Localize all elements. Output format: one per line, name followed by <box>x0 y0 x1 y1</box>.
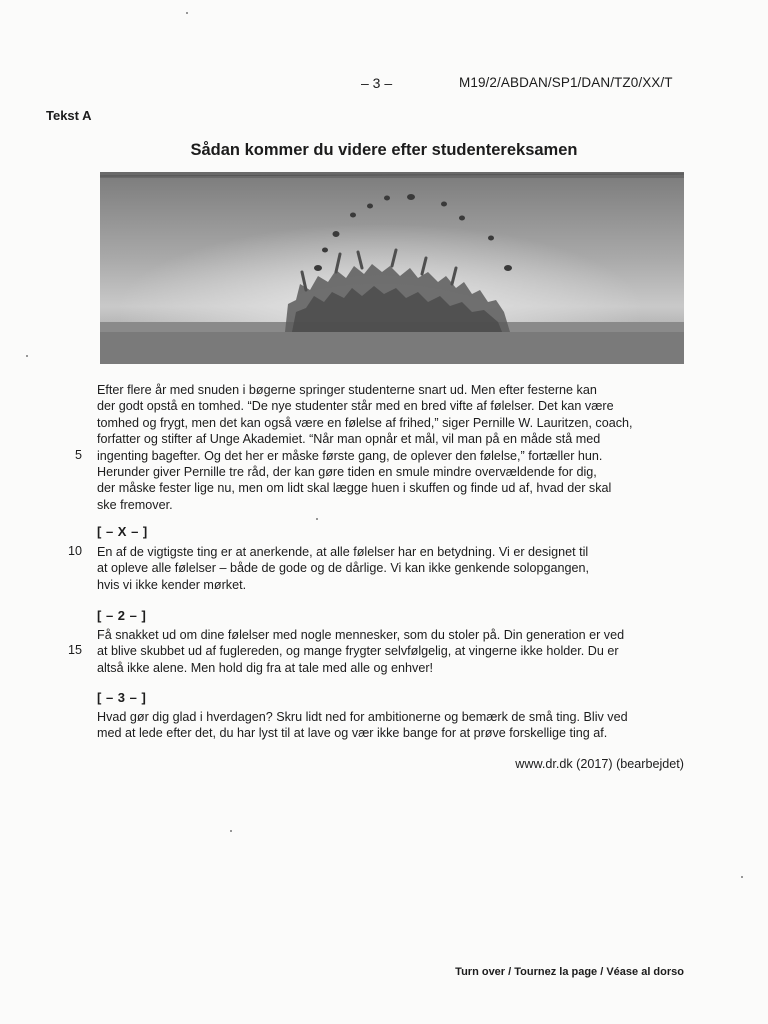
text-line: Herunder giver Pernille tre råd, der kan gøre tiden en smule mindre overvældende for dig, <box>97 465 597 480</box>
scan-speck <box>186 12 188 14</box>
text-line: der godt opstå en tomhed. “De nye studenter står med en bred vifte af følelser. Det kan være <box>97 399 614 414</box>
text-line: ske fremover. <box>97 497 173 512</box>
text-line: tomhed og frygt, men det kan også være en følelse af frihed,” siger Pernille W. Lauritzen, coach, <box>97 415 633 430</box>
scan-speck <box>230 830 232 832</box>
exam-code: M19/2/ABDAN/SP1/DAN/TZ0/XX/T <box>459 75 673 90</box>
section-3-paragraph <box>97 709 697 742</box>
scan-speck <box>316 518 318 520</box>
text-line: at blive skubbet ud af fuglereden, og mange frygter selvfølgelig, at vingerne ikke holder. Du er <box>97 644 619 659</box>
article-title: Sådan kommer du videre efter studentereksamen <box>190 141 578 159</box>
scan-speck <box>26 355 28 357</box>
intro-paragraph <box>97 382 697 513</box>
text-line: Efter flere år med snuden i bøgerne springer studenterne snart ud. Men efter festerne kan <box>97 383 597 397</box>
scan-speck <box>741 876 743 878</box>
section-heading-2: [ – 2 – ] <box>97 608 147 623</box>
text-line: hvis vi ikke kender mørket. <box>97 577 247 592</box>
line-number-10: 10 <box>67 544 82 558</box>
text-line: med at lede efter det, du har lyst til at lave og vær ikke bange for at prøve forskellige ting af. <box>97 726 608 741</box>
section-label: Tekst A <box>46 108 92 123</box>
page-number: – 3 – <box>361 75 393 91</box>
line-number-5: 5 <box>74 448 82 462</box>
text-line: at opleve alle følelser – både de gode og de dårlige. Vi kan ikke genkende solopgangen, <box>97 561 589 576</box>
section-heading-x: [ – X – ] <box>97 524 148 539</box>
text-line: ingenting bagefter. Og det her er måske første gang, de oplever den følelse,” fortæller hun. <box>97 448 603 463</box>
turn-over-footer: Turn over / Tournez la page / Véase al dorso <box>455 966 684 978</box>
source-citation: www.dr.dk (2017) (bearbejdet) <box>515 757 684 771</box>
student-caps-photo <box>100 172 684 364</box>
text-line: En af de vigtigste ting er at anerkende, at alle følelser har en betydning. Vi er designet til <box>97 545 589 559</box>
line-number-15: 15 <box>67 643 82 657</box>
section-heading-3: [ – 3 – ] <box>97 690 147 705</box>
section-2-paragraph <box>97 627 697 676</box>
text-line: altså ikke alene. Men hold dig fra at tale med alle og enhver! <box>97 660 434 675</box>
text-line: forfatter og stifter af Unge Akademiet. “Når man opnår et mål, vil man på en måde stå med <box>97 432 601 447</box>
text-line: der måske fester lige nu, men om lidt skal lægge huen i skuffen og finde ud af, hvad der skal <box>97 481 612 496</box>
section-x-paragraph <box>97 544 697 593</box>
text-line: Få snakket ud om dine følelser med nogle mennesker, som du stoler på. Din generation er ved <box>97 628 625 642</box>
text-line: Hvad gør dig glad i hverdagen? Skru lidt ned for ambitionerne og bemærk de små ting. Bliv ved <box>97 710 628 724</box>
photo-illustration <box>100 172 684 364</box>
